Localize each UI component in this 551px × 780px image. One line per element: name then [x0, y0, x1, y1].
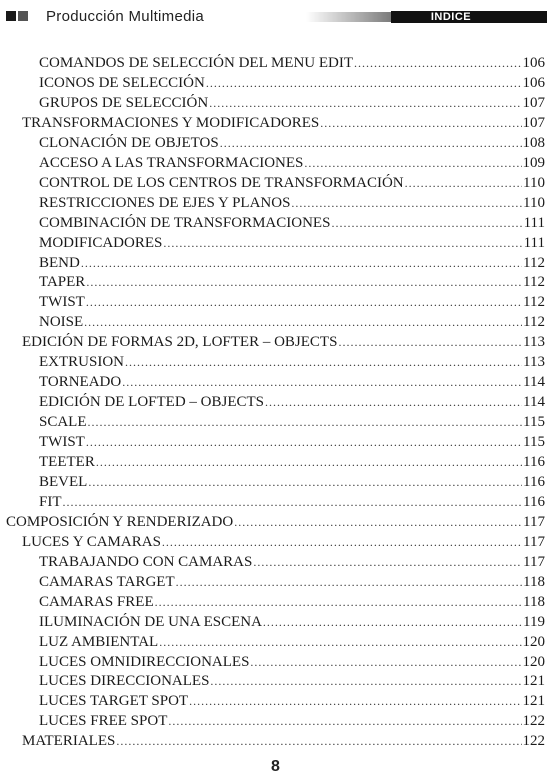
toc-entry — [39, 372, 545, 392]
toc-entry — [39, 691, 545, 711]
toc-entry-page: 117 — [523, 533, 545, 550]
square-bullet-icon — [6, 11, 16, 21]
toc-entry-title: EDICIÓN DE FORMAS 2D, LOFTER – OBJECTS — [22, 334, 338, 351]
dot-leader — [81, 253, 522, 273]
toc-entry-title: EXTRUSION — [39, 354, 124, 371]
toc-entry-page: 122 — [522, 713, 545, 730]
dot-leader — [209, 93, 521, 113]
toc-entry-title: TWIST — [39, 434, 85, 451]
toc-entry-page: 106 — [522, 55, 545, 71]
toc-entry-page: 115 — [523, 414, 545, 431]
toc-entry — [39, 253, 545, 273]
book-title: Producción Multimedia — [46, 8, 205, 25]
toc-entry-page: 120 — [522, 653, 545, 670]
toc-entry-page: 119 — [523, 613, 545, 630]
toc-entry-page: 110 — [523, 174, 545, 191]
toc-entry — [39, 292, 545, 312]
toc-entry — [39, 432, 545, 452]
toc-entry — [22, 332, 545, 352]
toc-entry-page: 116 — [523, 493, 545, 510]
toc-entry — [39, 412, 545, 432]
toc-entry — [39, 552, 545, 572]
toc-entry — [39, 352, 545, 372]
dot-leader — [176, 572, 522, 592]
toc-entry-page: 112 — [523, 294, 545, 311]
dot-leader — [291, 193, 522, 213]
dot-leader — [354, 53, 521, 73]
toc-entry-page: 114 — [523, 374, 545, 391]
toc-entry — [39, 572, 545, 592]
toc-entry — [39, 53, 545, 73]
dot-leader — [210, 671, 521, 691]
toc-entry — [39, 133, 545, 153]
toc-entry-page: 120 — [522, 633, 545, 650]
toc-entry — [39, 272, 545, 292]
dot-leader — [206, 73, 522, 93]
page-header — [6, 8, 547, 26]
toc-entry-title: CAMARAS FREE — [39, 593, 154, 610]
toc-entry-page: 108 — [522, 134, 545, 151]
toc-entry — [39, 652, 545, 672]
toc-entry-title: ILUMINACIÓN DE UNA ESCENA — [39, 613, 262, 630]
toc-entry-page: 115 — [523, 434, 545, 451]
toc-entry-page: 118 — [523, 593, 545, 610]
toc-entry-page: 112 — [523, 254, 545, 271]
toc-entry-page: 114 — [523, 394, 545, 411]
toc-entry — [39, 213, 545, 233]
toc-entry — [39, 711, 545, 731]
toc-entry — [39, 592, 545, 612]
toc-entry — [39, 392, 545, 412]
toc-entry-page: 117 — [523, 553, 545, 570]
dot-leader — [96, 452, 522, 472]
dot-leader — [163, 233, 522, 253]
toc-entry — [39, 193, 545, 213]
toc-entry-page: 121 — [522, 693, 545, 710]
toc-entry-title: MODIFICADORES — [39, 234, 163, 251]
toc-entry-page: 113 — [523, 334, 545, 351]
dot-leader — [86, 432, 522, 452]
toc-entry-page: 107 — [522, 114, 545, 131]
toc-entry — [39, 153, 545, 173]
toc-entry-page: 110 — [523, 194, 545, 211]
toc-entry-page: 116 — [523, 473, 545, 490]
toc-entry-title: SCALE — [39, 414, 87, 431]
dot-leader — [234, 512, 522, 532]
toc-entry-title: CONTROL DE LOS CENTROS DE TRANSFORMACIÓN — [39, 174, 404, 191]
toc-entry-title: EDICIÓN DE LOFTED – OBJECTS — [39, 394, 264, 411]
dot-leader — [405, 173, 522, 193]
toc-entry-title: CLONACIÓN DE OBJETOS — [39, 134, 219, 151]
toc-entry-title: TORNEADO — [39, 374, 122, 391]
dot-leader — [189, 691, 521, 711]
toc-entry — [39, 233, 545, 253]
toc-entry — [22, 113, 545, 133]
toc-entry-page: 121 — [522, 673, 545, 690]
toc-entry-page: 122 — [522, 733, 545, 750]
toc-entry — [39, 612, 545, 632]
dot-leader — [304, 153, 521, 173]
toc-entry-title: COMPOSICIÓN Y RENDERIZADO — [6, 513, 234, 530]
toc-entry-title: ACCESO A LAS TRANSFORMACIONES — [39, 154, 304, 171]
toc-entry — [39, 671, 545, 691]
toc-entry-title: MATERIALES — [22, 733, 116, 750]
dot-leader — [320, 113, 521, 133]
square-bullet-icon — [18, 11, 28, 21]
toc-entry-title: TRABAJANDO CON CAMARAS — [39, 553, 253, 570]
toc-entry-title: TEETER — [39, 454, 95, 470]
toc-entry-page: 112 — [523, 274, 545, 291]
dot-leader — [88, 412, 523, 432]
toc-entry-page: 112 — [523, 314, 545, 331]
toc-entry-title: ICONOS DE SELECCIÓN — [39, 74, 205, 91]
dot-leader — [125, 352, 522, 372]
toc-entry-title: LUZ AMBIENTAL — [39, 633, 159, 650]
section-label: INDICE — [430, 11, 472, 23]
dot-leader — [250, 652, 521, 672]
toc-entry-title: GRUPOS DE SELECCIÓN — [39, 94, 209, 111]
dot-leader — [263, 612, 522, 632]
page-number: 8 — [271, 758, 280, 775]
toc-entry-title: BEND — [39, 254, 80, 271]
toc-entry-title: BEVEL — [39, 473, 88, 490]
toc-entry-title: TRANSFORMACIONES Y MODIFICADORES — [22, 114, 320, 131]
toc-entry — [6, 512, 545, 532]
toc-entry-title: RESTRICCIONES DE EJES Y PLANOS — [39, 194, 291, 211]
toc-entry-page: 109 — [522, 154, 545, 171]
toc-entry — [22, 731, 545, 751]
toc-entry — [39, 93, 545, 113]
toc-entry-page: 111 — [523, 234, 545, 251]
dot-leader — [122, 372, 522, 392]
dot-leader — [168, 711, 521, 731]
toc-entry-title: CAMARAS TARGET — [39, 573, 175, 590]
header-gradient-bar — [306, 12, 396, 22]
dot-leader — [331, 213, 522, 233]
dot-leader — [159, 632, 521, 652]
toc-entry-title: COMBINACIÓN DE TRANSFORMACIONES — [39, 214, 331, 231]
toc-entry-title: LUCES Y CAMARAS — [22, 533, 161, 550]
toc-entry-title: NOISE — [39, 314, 84, 331]
toc-entry — [39, 632, 545, 652]
toc-entry-page: 117 — [523, 513, 545, 530]
dot-leader — [86, 272, 522, 292]
toc-entry — [39, 472, 545, 492]
toc-entry-page: 113 — [523, 354, 545, 371]
dot-leader — [84, 312, 522, 332]
toc-entry-page: 106 — [522, 74, 545, 91]
dot-leader — [220, 133, 522, 153]
dot-leader — [162, 532, 522, 552]
toc-entry-title: TAPER — [39, 274, 86, 291]
toc-entry-page: 111 — [523, 214, 545, 231]
dot-leader — [265, 392, 522, 412]
dot-leader — [253, 552, 522, 572]
toc-entry-page: 116 — [523, 454, 545, 470]
dot-leader — [116, 731, 521, 751]
toc-entry-title: LUCES FREE SPOT — [39, 713, 168, 730]
toc-entry-title: FIT — [39, 493, 62, 510]
toc-entry-title: LUCES DIRECCIONALES — [39, 673, 210, 690]
toc-entry-page: 118 — [523, 573, 545, 590]
toc-entry — [39, 73, 545, 93]
toc-entry — [39, 312, 545, 332]
toc-entry — [39, 452, 545, 472]
toc-entry-title: COMANDOS DE SELECCIÓN DEL MENU EDIT — [39, 55, 354, 71]
toc-entry-title: LUCES OMNIDIRECCIONALES — [39, 653, 250, 670]
dot-leader — [63, 492, 523, 512]
dot-leader — [86, 292, 522, 312]
dot-leader — [338, 332, 522, 352]
toc-entry — [22, 532, 545, 552]
dot-leader — [88, 472, 522, 492]
toc-entry — [39, 173, 545, 193]
toc-entry-title: TWIST — [39, 294, 85, 311]
dot-leader — [155, 592, 522, 612]
toc-entry-title: LUCES TARGET SPOT — [39, 693, 189, 710]
toc-entry — [39, 492, 545, 512]
toc-entry-page: 107 — [522, 94, 545, 111]
